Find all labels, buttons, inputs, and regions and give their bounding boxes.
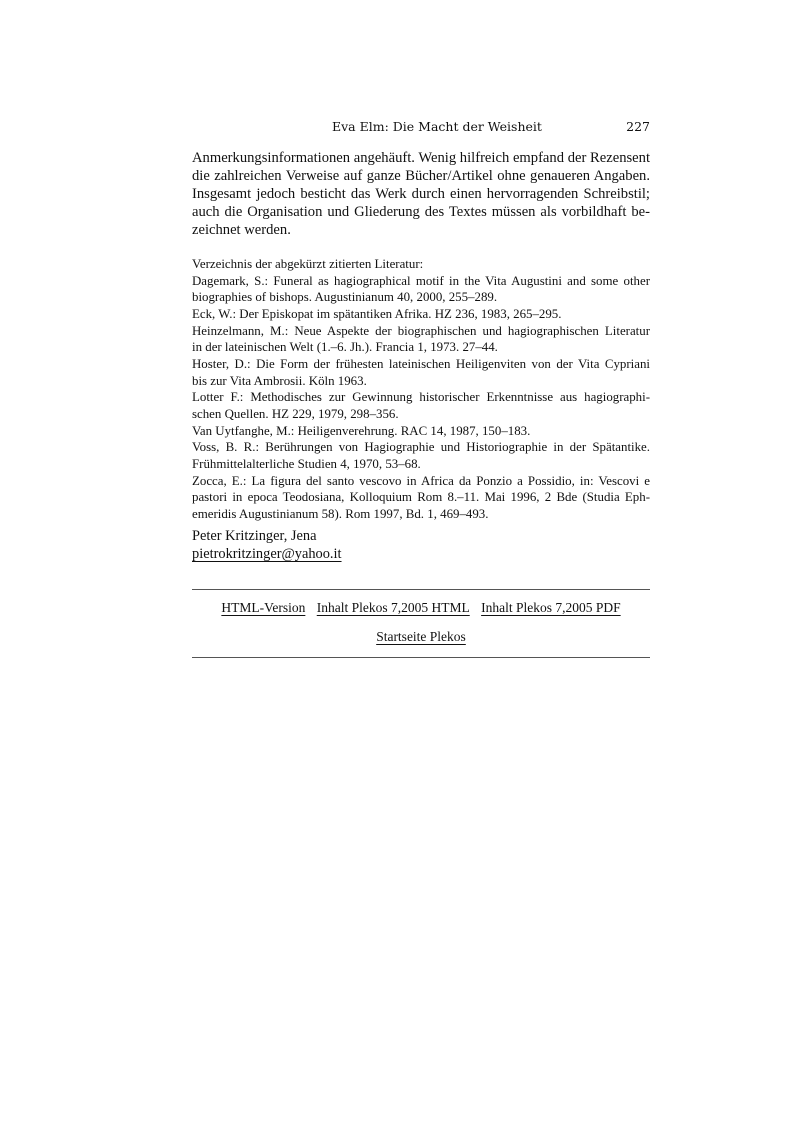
bib-line: Dagemark, S.: Funeral as hagiographical motif in the Vita Augustini and some other [192,273,650,288]
body-paragraph [192,149,650,239]
page-number: 227 [626,119,650,134]
bib-line: Voss, B. R.: Berührungen von Hagiographie und Historiographie in der Spätantike. [192,440,650,455]
divider [192,589,650,590]
html-version-link[interactable]: HTML-Version [221,600,306,615]
bib-line: bis zur Vita Ambrosii. Köln 1963. [192,373,367,388]
author-email-link[interactable]: pietrokritzinger@yahoo.it [192,546,342,562]
bib-line: schen Quellen. HZ 229, 1979, 298–356. [192,406,399,421]
divider [192,657,650,658]
text-line: Insgesamt jedoch besticht das Werk durch einen hervorragenden Schreibstil; [192,186,650,202]
bib-line: Heinzelmann, M.: Neue Aspekte der biographischen und hagiographischen Literatur [192,323,650,338]
author-name: Peter Kritzinger, Jena [192,528,317,544]
bib-line: Hoster, D.: Die Form der frühesten lateinischen Heiligenviten von der Vita Cypriani [192,356,650,371]
text-line: auch die Organisation und Gliederung des Textes müssen als vorbildhaft be- [192,204,650,220]
signature [192,527,650,563]
bib-line: Van Uytfanghe, M.: Heiligenverehrung. RAC 14, 1987, 150–183. [192,423,531,438]
text-line: Anmerkungsinformationen angehäuft. Wenig hilfreich empfand der Rezensent [192,150,650,166]
bib-line: Zocca, E.: La figura del santo vescovo in Africa da Ponzio a Possidio, in: Vescovi e [192,473,650,488]
bib-line: in der lateinischen Welt (1.–6. Jh.). Francia 1, 1973. 27–44. [192,340,498,355]
bib-line: Frühmittelalterliche Studien 4, 1970, 53–68. [192,456,421,471]
bibliography [192,256,650,523]
bibliography-heading: Verzeichnis der abgekürzt zitierten Literatur: [192,257,424,271]
bib-line: emeridis Augustinianum 58). Rom 1997, Bd. 1, 469–493. [192,506,489,521]
contents-pdf-link[interactable]: Inhalt Plekos 7,2005 PDF [481,600,621,615]
header-title: Eva Elm: Die Macht der Weisheit [332,119,542,134]
footer-home [192,629,650,645]
bib-line: Lotter F.: Methodisches zur Gewinnung historischer Erkenntnisse aus hagiographi- [192,390,650,405]
text-line: zeichnet werden. [192,222,291,238]
bib-line: pastori in epoca Teodosiana, Kolloquium Rom 8.–11. Mai 1996, 2 Bde (Studia Eph- [192,490,650,505]
bib-line: Eck, W.: Der Episkopat im spätantiken Afrika. HZ 236, 1983, 265–295. [192,306,562,321]
footer-links [192,600,650,616]
contents-html-link[interactable]: Inhalt Plekos 7,2005 HTML [316,600,470,615]
home-link[interactable]: Startseite Plekos [376,629,466,644]
bib-line: biographies of bishops. Augustinianum 40, 2000, 255–289. [192,290,498,305]
text-line: die zahlreichen Verweise auf ganze Bücher/Artikel ohne genaueren Angaben. [192,168,650,184]
